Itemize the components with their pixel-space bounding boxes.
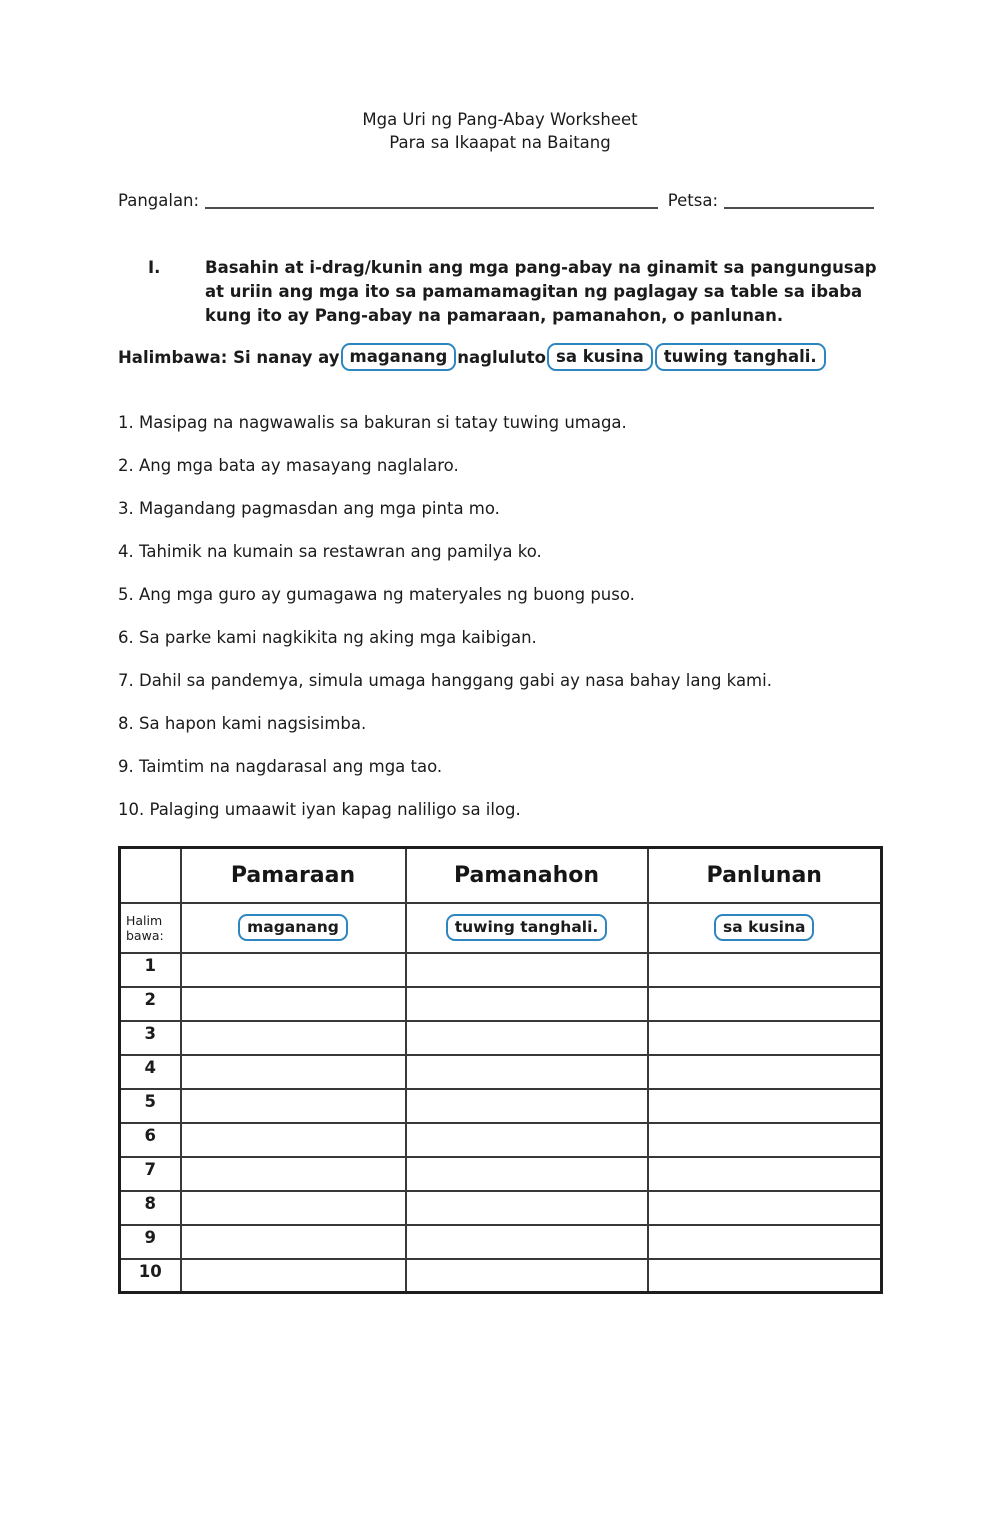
answer-cell-panlunan-2[interactable] [648,987,882,1021]
title-line-2: Para sa Ikaapat na Baitang [389,133,611,152]
answer-cell-pamanahon-5[interactable] [406,1089,648,1123]
table-chip-sa-kusina[interactable]: sa kusina [714,914,814,941]
answer-cell-pamaraan-5[interactable] [181,1089,406,1123]
date-blank-line [724,195,874,209]
answer-table-body [120,953,882,1293]
example-row-label-line2: bawa: [126,927,164,943]
example-sentence [118,343,1000,371]
example-cell-pamaraan [181,903,406,953]
answer-cell-pamaraan-7[interactable] [181,1157,406,1191]
instruction-line: kung ito ay Pang-abay na pamaraan, pamanahon, o panlunan. [205,306,784,325]
row-number: 5 [120,1089,181,1123]
answer-cell-pamaraan-2[interactable] [181,987,406,1021]
answer-cell-pamanahon-4[interactable] [406,1055,648,1089]
instruction-line: Basahin at i-drag/kunin ang mga pang-abay na ginamit sa pangungusap [205,258,877,277]
worksheet-title [0,108,1000,154]
answer-cell-panlunan-6[interactable] [648,1123,882,1157]
answer-cell-pamanahon-8[interactable] [406,1191,648,1225]
sentence: 3. Magandang pagmasdan ang mga pinta mo. [118,499,500,518]
table-row [120,1157,882,1191]
row-number: 2 [120,987,181,1021]
answer-cell-pamaraan-10[interactable] [181,1259,406,1293]
answer-cell-pamaraan-1[interactable] [181,953,406,987]
answer-cell-pamaraan-8[interactable] [181,1191,406,1225]
table-example-row [120,903,882,953]
example-chip-time[interactable]: tuwing tanghali. [655,343,826,371]
row-number: 7 [120,1157,181,1191]
answer-cell-panlunan-8[interactable] [648,1191,882,1225]
instruction-line: at uriin ang mga ito sa pamamamagitan ng paglagay sa table sa ibaba [205,282,863,301]
table-row [120,1225,882,1259]
date-label: Petsa: [667,191,718,210]
example-chip-place[interactable]: sa kusina [547,343,653,371]
table-chip-tuwing-tanghali[interactable]: tuwing tanghali. [446,914,608,941]
table-row [120,1055,882,1089]
sentence: 4. Tahimik na kumain sa restawran ang pamilya ko. [118,542,542,561]
table-row [120,953,882,987]
answer-cell-pamaraan-4[interactable] [181,1055,406,1089]
row-number: 1 [120,953,181,987]
answer-cell-pamanahon-2[interactable] [406,987,648,1021]
answer-cell-pamanahon-3[interactable] [406,1021,648,1055]
title-line-1: Mga Uri ng Pang-Abay Worksheet [362,110,638,129]
answer-cell-panlunan-9[interactable] [648,1225,882,1259]
answer-cell-pamaraan-6[interactable] [181,1123,406,1157]
answer-cell-pamanahon-9[interactable] [406,1225,648,1259]
header-panlunan: Panlunan [648,848,882,903]
table-chip-maganang[interactable]: maganang [238,914,348,941]
header-pamaraan: Pamaraan [181,848,406,903]
table-row [120,1021,882,1055]
header-pamanahon: Pamanahon [406,848,648,903]
row-number: 4 [120,1055,181,1089]
answer-cell-pamanahon-7[interactable] [406,1157,648,1191]
answer-cell-panlunan-10[interactable] [648,1259,882,1293]
answer-cell-pamanahon-1[interactable] [406,953,648,987]
sentence: 7. Dahil sa pandemya, simula umaga hanggang gabi ay nasa bahay lang kami. [118,671,772,690]
answer-cell-panlunan-3[interactable] [648,1021,882,1055]
sentence: 6. Sa parke kami nagkikita ng aking mga kaibigan. [118,628,537,647]
row-number: 6 [120,1123,181,1157]
example-between: nagluluto [457,347,546,367]
sentence: 8. Sa hapon kami nagsisimba. [118,714,367,733]
example-cell-panlunan [648,903,882,953]
example-prefix: Halimbawa: Si nanay ay [118,347,340,367]
table-row [120,1123,882,1157]
row-number: 10 [120,1259,181,1293]
example-row-label-line1: Halim [126,912,163,928]
table-row [120,987,882,1021]
answer-cell-pamanahon-6[interactable] [406,1123,648,1157]
answer-cell-panlunan-1[interactable] [648,953,882,987]
example-row-label [120,903,181,953]
table-header-row [120,848,882,903]
name-blank-line [205,195,658,209]
table-row [120,1089,882,1123]
sentence: 10. Palaging umaawit iyan kapag naliligo sa ilog. [118,800,521,819]
table-row [120,1259,882,1293]
example-cell-pamanahon [406,903,648,953]
header-empty-cell [120,848,181,903]
answer-cell-pamaraan-9[interactable] [181,1225,406,1259]
answer-cell-panlunan-4[interactable] [648,1055,882,1089]
sentence-list [118,412,1000,820]
answer-cell-panlunan-7[interactable] [648,1157,882,1191]
answer-cell-pamaraan-3[interactable] [181,1021,406,1055]
sentence: 2. Ang mga bata ay masayang naglalaro. [118,456,459,475]
row-number: 8 [120,1191,181,1225]
row-number: 3 [120,1021,181,1055]
sentence: 9. Taimtim na nagdarasal ang mga tao. [118,757,443,776]
name-date-row [118,188,878,210]
answer-table [118,846,883,1294]
sentence: 5. Ang mga guro ay gumagawa ng materyales ng buong puso. [118,585,635,604]
answer-cell-panlunan-5[interactable] [648,1089,882,1123]
answer-cell-pamanahon-10[interactable] [406,1259,648,1293]
row-number: 9 [120,1225,181,1259]
instruction-text [205,256,877,328]
instruction-block [148,256,1000,328]
example-chip-manner[interactable]: maganang [341,343,457,371]
sentence: 1. Masipag na nagwawalis sa bakuran si tatay tuwing umaga. [118,413,627,432]
instruction-numeral: I. [148,258,161,277]
name-label: Pangalan: [118,191,200,210]
table-row [120,1191,882,1225]
